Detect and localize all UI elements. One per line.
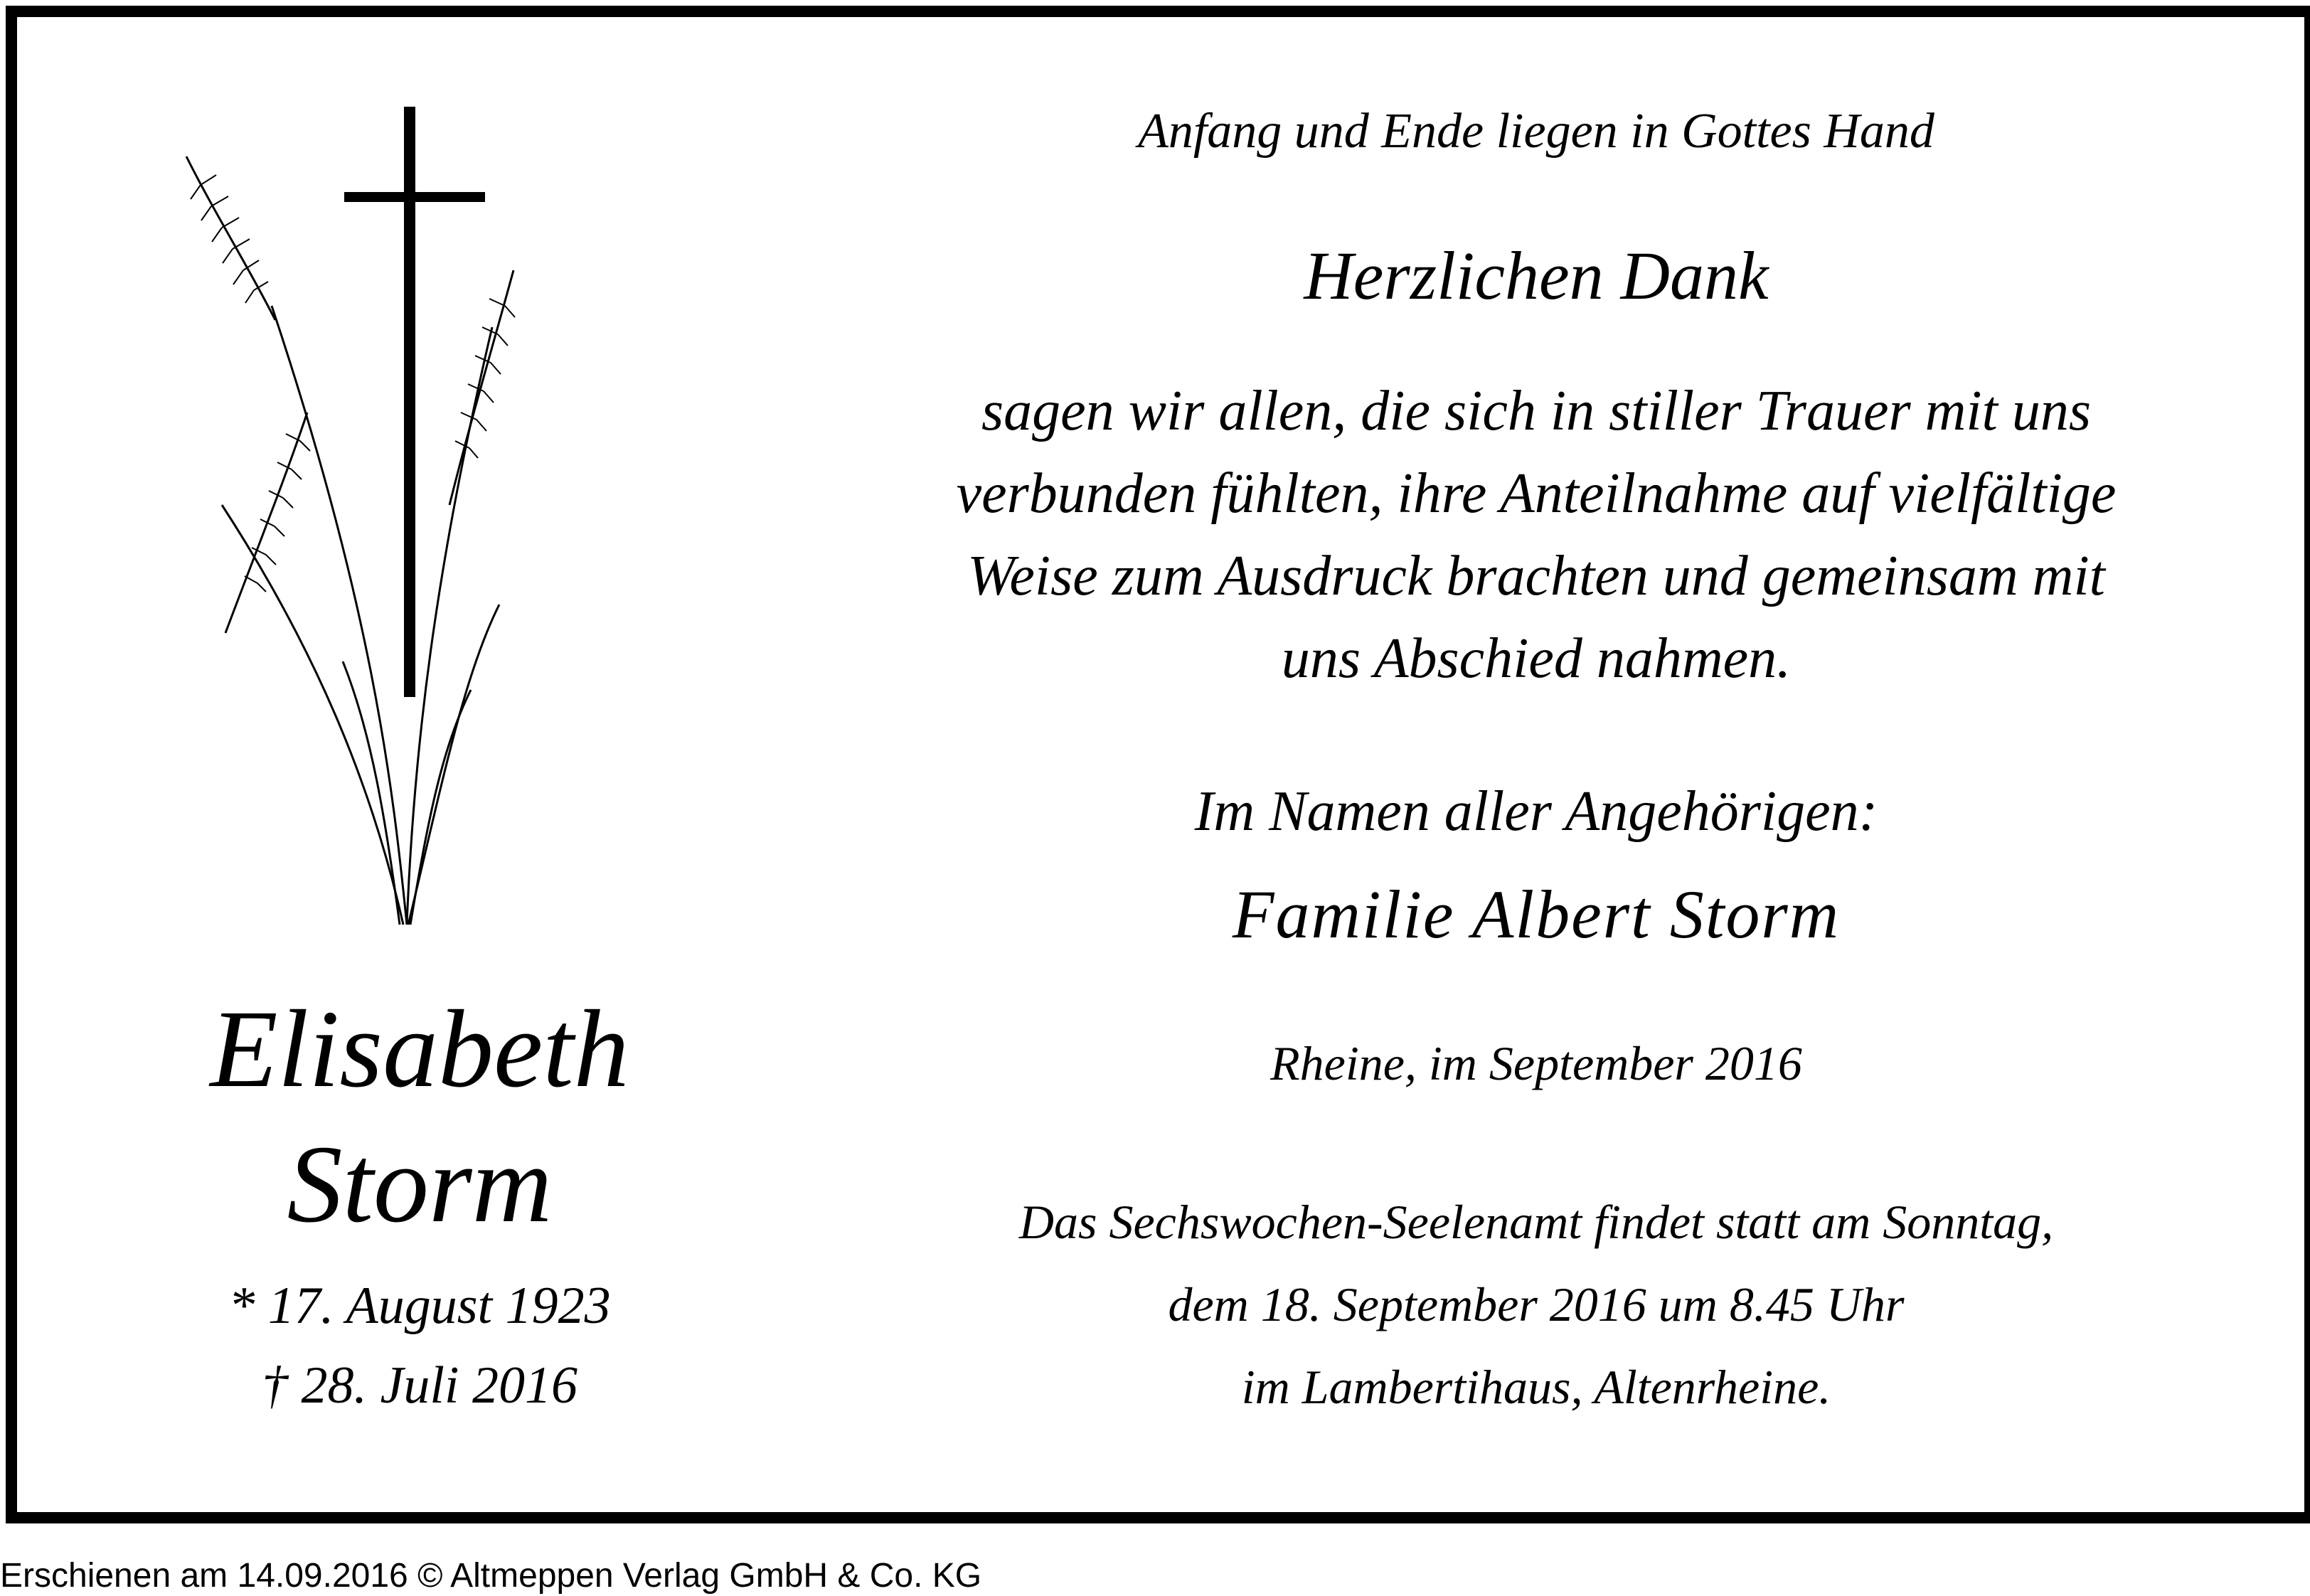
life-dates (128, 1266, 711, 1425)
death-date: † 28. Juli 2016 (262, 1356, 578, 1415)
service-line: dem 18. September 2016 um 8.45 Uhr (1168, 1277, 1905, 1331)
deceased-first-name: Elisabeth (210, 987, 629, 1110)
thanks-heading: Herzlichen Dank (1304, 238, 1769, 314)
place-date: Rheine, im September 2016 (1270, 1036, 1802, 1090)
deceased-last-name: Storm (287, 1122, 553, 1245)
motto-block (839, 100, 2233, 164)
message-line: sagen wir allen, die sich in stiller Trauer mit uns (981, 380, 2092, 442)
message-block (839, 370, 2233, 700)
place-date-block (839, 1031, 2233, 1095)
cross-with-wheat-icon (158, 107, 528, 939)
motto: Anfang und Ende liegen in Gottes Hand (1138, 104, 1934, 159)
deceased-block (128, 981, 711, 1252)
thanks-block (839, 233, 2233, 319)
service-line: im Lambertihaus, Altenrheine. (1241, 1360, 1831, 1414)
message-line: uns Abschied nahmen. (1281, 627, 1792, 690)
family-block (839, 872, 2233, 957)
family-name: Familie Albert Storm (1232, 876, 1841, 952)
signoff-block (839, 772, 2233, 851)
message-line: Weise zum Ausdruck brachten und gemeinsam mit (967, 545, 2105, 607)
publication-footer: Erschienen am 14.09.2016 © Altmeppen Verlag GmbH & Co. KG (0, 1557, 982, 1595)
message-line: verbunden fühlten, ihre Anteilnahme auf vielfältige (956, 462, 2117, 525)
signoff: Im Namen aller Angehörigen: (1194, 780, 1878, 843)
service-line: Das Sechswochen-Seelenamt findet statt am Sonntag, (1018, 1195, 2054, 1249)
service-block (839, 1181, 2233, 1428)
birth-date: * 17. August 1923 (228, 1277, 611, 1335)
